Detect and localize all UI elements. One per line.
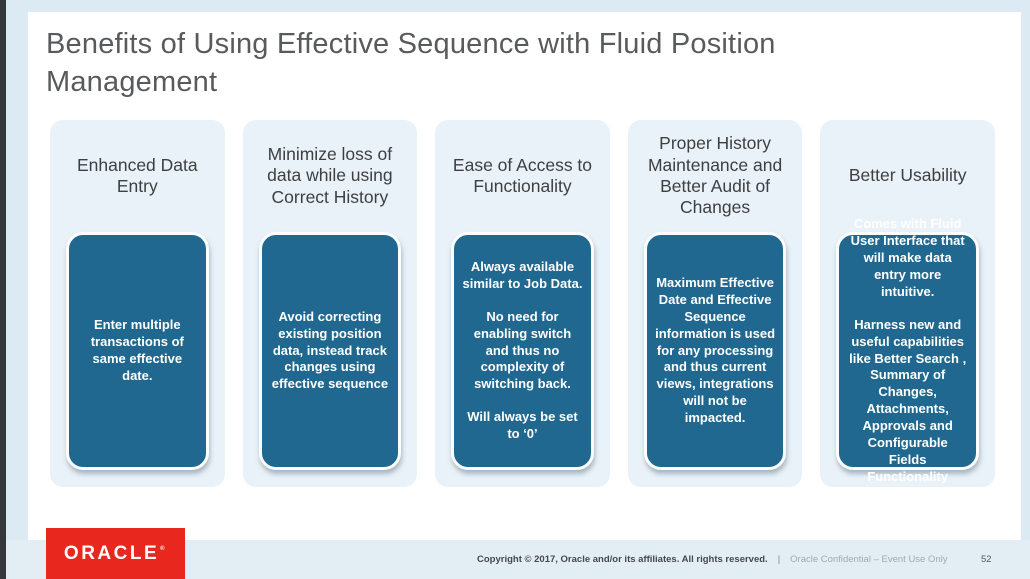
registered-trademark-icon: ® — [160, 546, 168, 552]
slide — [28, 12, 1021, 540]
oracle-logo-text: ORACLE — [63, 542, 160, 564]
card-paragraph: Enter multiple transactions of same effective date. — [90, 317, 184, 383]
card-paragraph: Comes with Fluid User Interface that will make data entry more intuitive. — [850, 216, 965, 299]
card-paragraph: Will always be set to ‘0’ — [467, 409, 578, 442]
card-paragraph: Harness new and useful capabilities like Better Search , Summary of Changes, Attachments, Approvals and Configurable Fields Functionality — [849, 316, 967, 484]
oracle-logo — [46, 528, 185, 579]
benefit-columns — [50, 120, 995, 487]
card-paragraph: No need for enabling switch and thus no complexity of switching back. — [473, 308, 572, 392]
benefit-column-history-maintenance — [628, 120, 803, 487]
card-paragraph: Always available similar to Job Data. — [462, 258, 583, 291]
card-paragraph: Maximum Effective Date and Effective Sequence information is used for any processing and thus current views, integrations will not be impacted. — [655, 274, 776, 426]
slide-title: Benefits of Using Effective Sequence with Fluid Position Management — [46, 28, 776, 98]
footer-separator: | — [777, 554, 781, 565]
left-edge-bar — [0, 0, 6, 579]
benefit-column-minimize-loss — [243, 120, 418, 487]
benefit-card — [259, 232, 402, 470]
footer-text-group — [477, 540, 948, 579]
copyright-text: Copyright © 2017, Oracle and/or its affiliates. All rights reserved. — [477, 554, 768, 565]
benefit-header: Enhanced Data Entry — [76, 154, 198, 196]
benefit-card — [644, 232, 787, 470]
benefit-card — [451, 232, 594, 470]
benefit-card — [836, 216, 979, 484]
benefit-column-ease-of-access — [435, 120, 610, 487]
benefit-header: Better Usability — [848, 165, 967, 186]
card-paragraph: Avoid correcting existing position data, instead track changes using effective sequence — [271, 308, 389, 392]
benefit-header: Ease of Access to Functionality — [452, 154, 593, 196]
benefit-column-better-usability — [820, 120, 995, 487]
benefit-header: Minimize loss of data while using Correct History — [267, 143, 393, 207]
benefit-header: Proper History Maintenance and Better Audit of Changes — [647, 133, 783, 218]
page-number: 52 — [981, 554, 992, 565]
benefit-column-enhanced-data-entry — [50, 120, 225, 487]
benefit-card — [66, 232, 209, 470]
confidential-text: Oracle Confidential – Event Use Only — [790, 554, 948, 565]
